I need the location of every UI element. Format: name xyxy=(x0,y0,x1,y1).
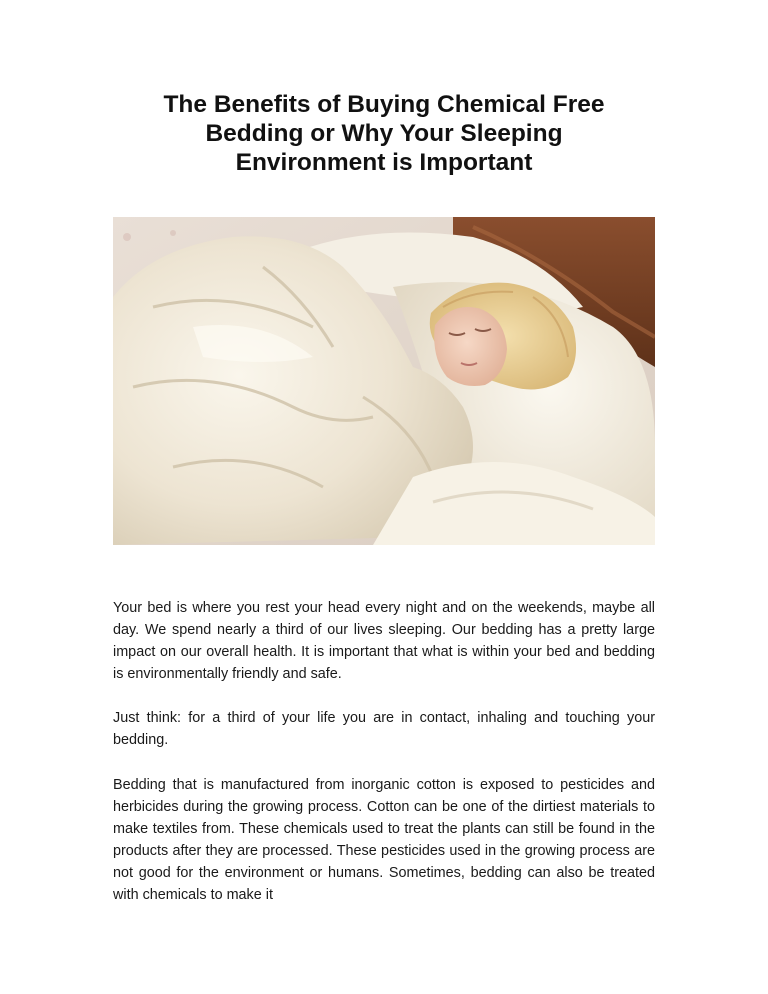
paragraph-3: Bedding that is manufactured from inorganic cotton is exposed to pesticides and herbicides during the growing process. Cotton can be one of the dirtiest materials to make textiles from. These chemicals used to treat the plants can still be found in the products after they are processed. These pesticides used in the growing process are not good for the environment or humans. Sometimes, bedding can also be treated with chemicals to make it xyxy=(113,776,655,904)
paragraph-2: Just think: for a third of your life you are in contact, inhaling and touching your bedding. xyxy=(113,710,655,749)
title-line-3: Environment is Important xyxy=(235,149,533,176)
page-title xyxy=(113,90,655,177)
paragraph-1: Your bed is where you rest your head every night and on the weekends, maybe all day. We spend nearly a third of our lives sleeping. Our bedding has a pretty large impact on our overall health. It is important that what is within your bed and bedding is environmentally friendly and safe. xyxy=(113,600,655,683)
photo-illustration xyxy=(113,217,655,545)
sleeping-woman-photo xyxy=(113,217,655,545)
title-line-1: The Benefits of Buying Chemical Free xyxy=(163,91,605,118)
article-body xyxy=(113,597,655,928)
title-line-2: Bedding or Why Your Sleeping xyxy=(205,120,563,147)
